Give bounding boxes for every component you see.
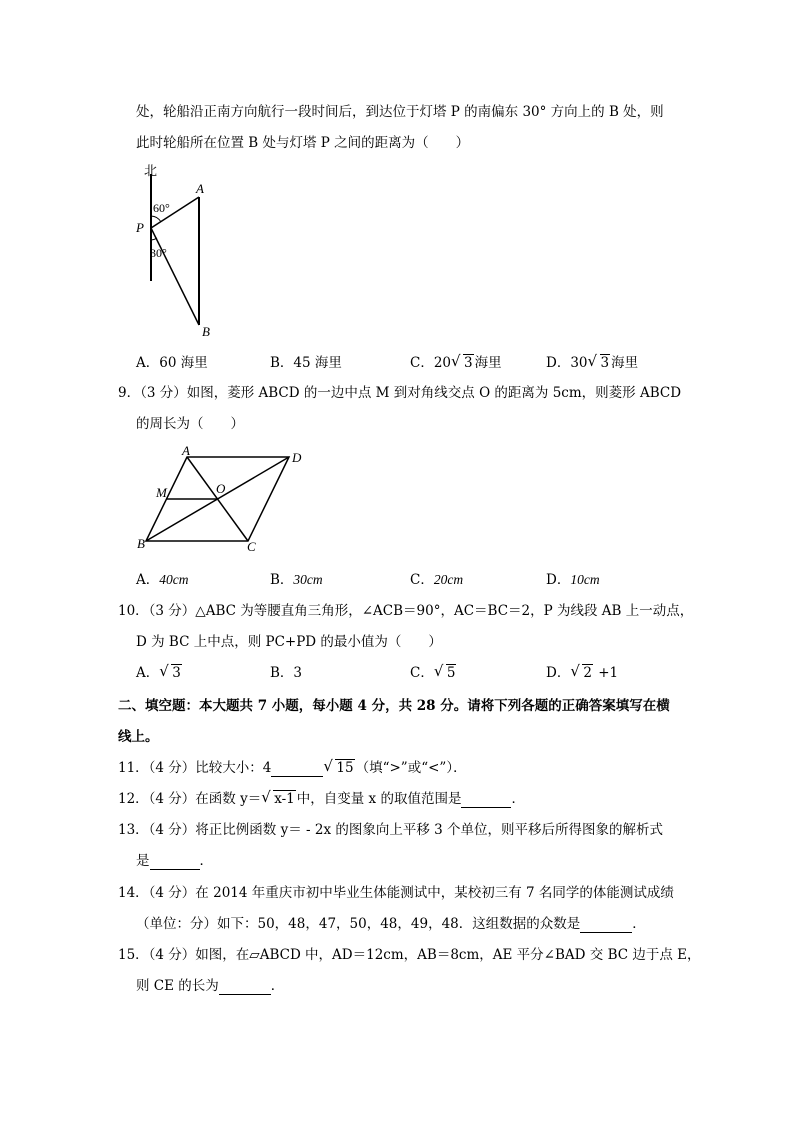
q10-option-a: A．√ 3 [136,664,183,682]
q9-option-d: D．10cm [546,572,600,588]
angle-60-label: 60° [153,201,170,215]
q8-option-c: C．20√ 3 海里 [410,354,502,372]
q12: 12．（4 分）在函数 y＝√ x-1 中，自变量 x 的取值范围是 ． [118,790,525,808]
point-b-label: B [137,536,145,551]
angle-60-arc [151,216,161,222]
point-m-label: M [156,485,167,500]
point-d-label: D [292,450,302,465]
q9-option-b: B．30cm [270,572,323,588]
point-p-label: P [136,220,144,235]
q14-line1: 14．（4 分）在 2014 年重庆市初中毕业生体能测试中，某校初三有 7 名同学的体能测试成绩 [118,885,674,901]
point-o-label: O [216,481,226,496]
q15-answer-blank[interactable] [219,994,271,995]
q11-answer-blank[interactable] [271,776,323,777]
q9-option-c: C．20cm [410,572,464,588]
q9-line1: 9．（3 分）如图，菱形 ABCD 的一边中点 M 到对角线交点 O 的距离为 5cm，则菱形 ABCD [118,385,682,401]
q13-line2: 是 ． [136,853,213,869]
q10-line2: D 为 BC 上中点，则 PC+PD 的最小值为（ ） [136,634,442,650]
q9-line2: 的周长为（ ） [136,416,244,432]
q8-figure [130,160,230,345]
q14-answer-blank[interactable] [580,932,632,933]
q8-option-a: A．60 海里 [136,355,208,371]
q8-line2: 此时轮船所在位置 B 处与灯塔 P 之间的距离为（ ） [136,135,470,151]
line-pb [151,228,199,325]
q11: 11．（4 分）比较大小：4√ 15 （填“>”或“<”）． [118,759,467,777]
q8-option-d: D．30√ 3 海里 [546,354,638,372]
q10-option-b: B．3 [270,665,303,681]
q15-line1: 15．（4 分）如图，在▱ABCD 中，AD＝12cm，AB＝8cm，AE 平分∠BAD 交 BC 边于点 E， [118,947,701,963]
q10-option-c: C．√ 5 [410,664,457,682]
q10-line1: 10．（3 分）△ABC 为等腰直角三角形，∠ACB＝90°，AC＝BC＝2，P 为线段 AB 上一动点， [118,603,694,619]
q8-option-b: B．45 海里 [270,355,342,371]
q9-figure [130,445,310,557]
point-b-label: B [202,324,210,339]
q14-line2: （单位：分）如下：50，48，47，50，48，49，48．这组数据的众数是 ． [136,916,646,932]
q8-line1: 处，轮船沿正南方向航行一段时间后，到达位于灯塔 P 的南偏东 30° 方向上的 B 处，则 [136,104,664,120]
q9-option-a: A．40cm [136,572,189,588]
point-a-label: A [182,445,190,458]
point-a-label: A [196,181,204,196]
q10-option-d: D．√ 2 +1 [546,664,618,682]
q13-line1: 13．（4 分）将正比例函数 y＝ - 2x 的图象向上平移 3 个单位，则平移后所得图象的解析式 [118,822,664,838]
section2-heading-line2: 线上。 [118,729,159,745]
q15-line2: 则 CE 的长为 ． [136,978,285,994]
angle-30-label: 30° [150,246,167,260]
section2-heading-line1: 二、填空题：本大题共 7 小题，每小题 4 分，共 28 分。请将下列各题的正确答案填写在横 [118,698,670,714]
q12-answer-blank[interactable] [461,807,511,808]
north-label: 北 [144,163,158,178]
point-c-label: C [247,539,256,554]
q13-answer-blank[interactable] [150,869,200,870]
